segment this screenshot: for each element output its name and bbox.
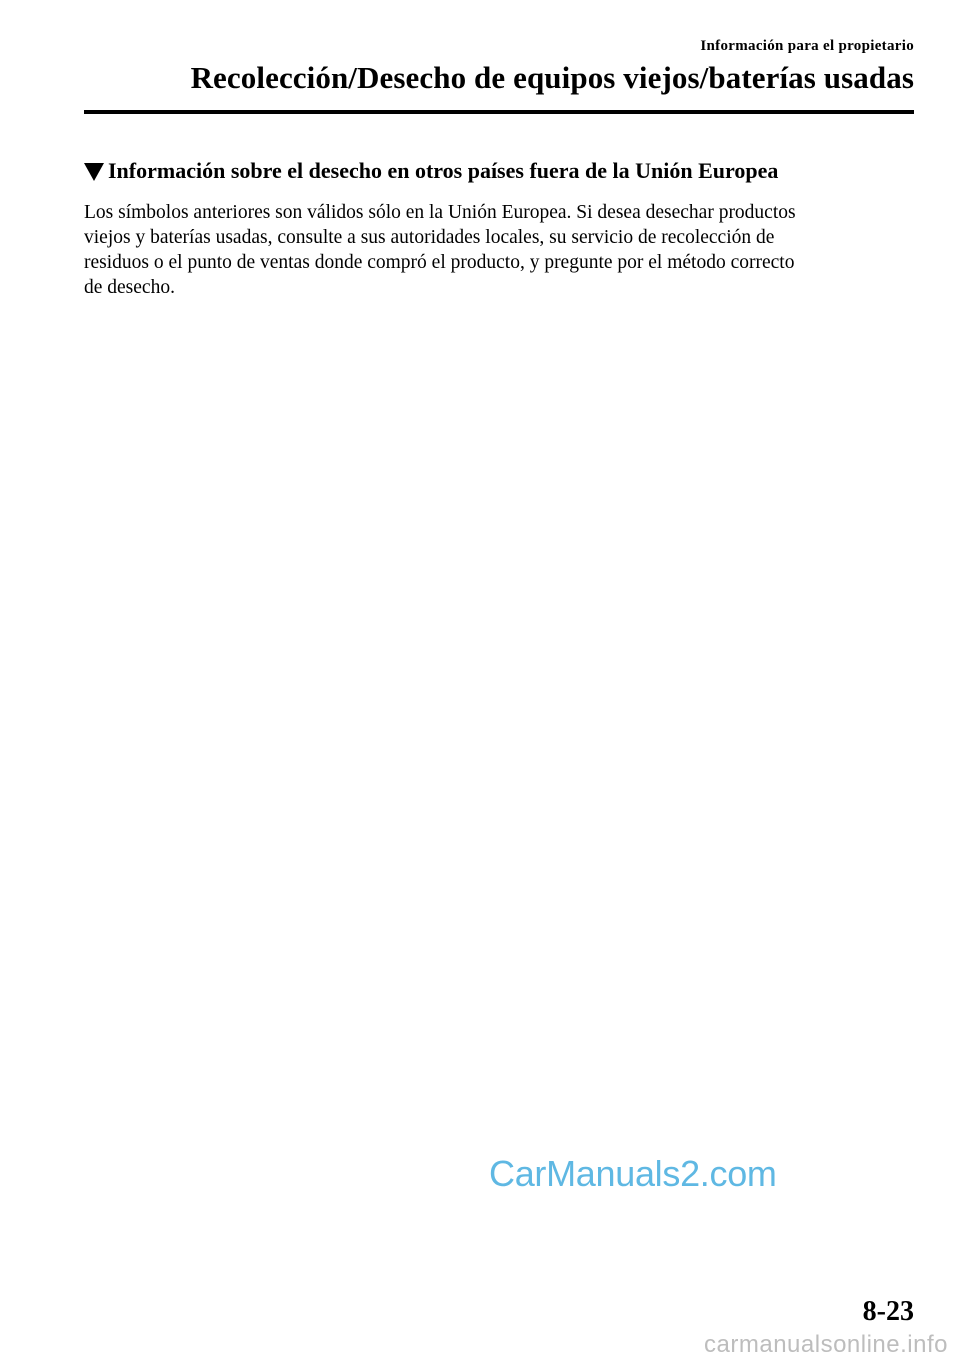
footer-credit: carmanualsonline.info bbox=[704, 1331, 948, 1358]
paragraph-line: viejos y baterías usadas, consulte a sus autoridades locales, su servicio de recolección de bbox=[84, 227, 775, 248]
triangle-bullet-icon bbox=[84, 163, 104, 181]
page-title: Recolección/Desecho de equipos viejos/baterías usadas bbox=[190, 60, 914, 95]
paragraph-line: residuos o el punto de ventas donde compró el producto, y pregunte por el método correcto bbox=[84, 252, 795, 273]
page-number: 8-23 bbox=[862, 1296, 914, 1327]
running-header-section: Información para el propietario bbox=[700, 38, 914, 54]
paragraph-line: de desecho. bbox=[84, 277, 175, 298]
subsection-title: Información sobre el desecho en otros países fuera de la Unión Europea bbox=[108, 158, 779, 183]
subsection-heading bbox=[84, 158, 778, 184]
watermark: CarManuals2.com bbox=[489, 1153, 777, 1194]
paragraph-line: Los símbolos anteriores son válidos sólo en la Unión Europea. Si desea desechar productos bbox=[84, 202, 796, 223]
body-paragraph bbox=[84, 200, 914, 300]
header-divider bbox=[84, 110, 914, 114]
